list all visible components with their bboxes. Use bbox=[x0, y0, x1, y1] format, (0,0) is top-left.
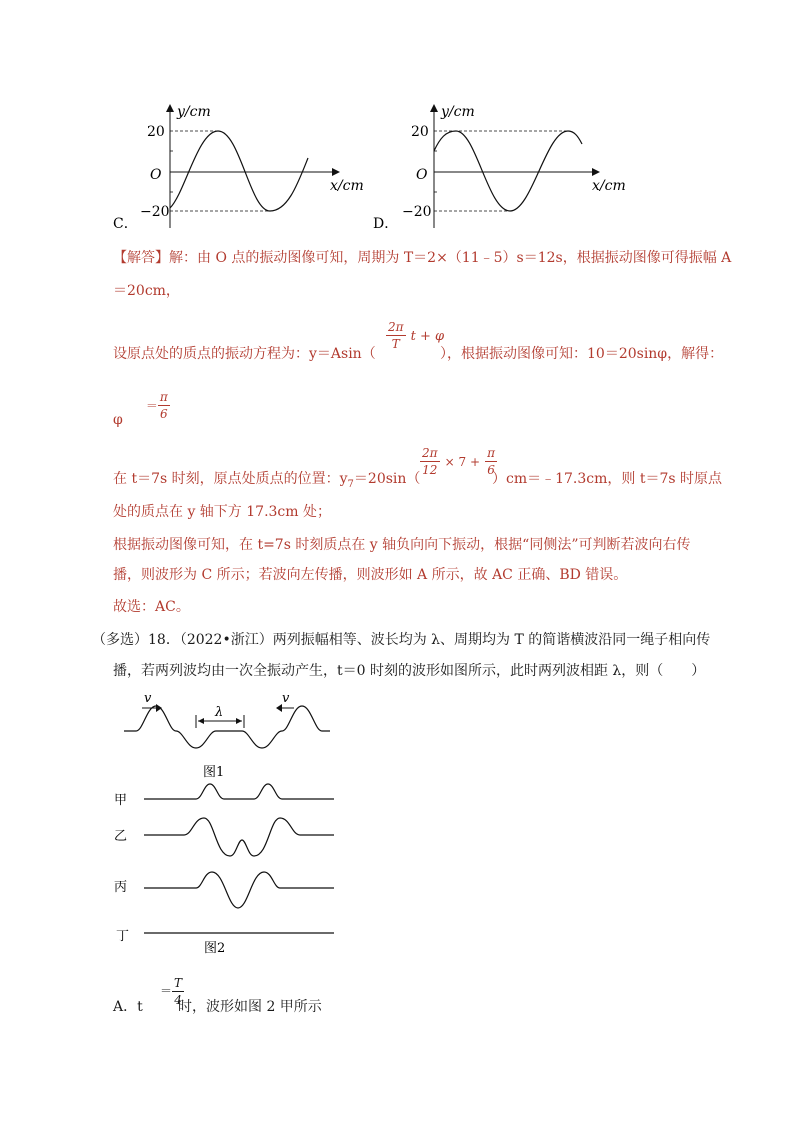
fig2-jia-wave bbox=[144, 784, 334, 799]
line5-times: × 7 + bbox=[444, 455, 480, 469]
question-line-1: （多选）18．（2022•浙江）两列振幅相等、波长均为 λ、周期均为 T 的简谐横波沿同一绳子相向传 bbox=[92, 632, 711, 648]
line5-mid: ＝20sin（ bbox=[353, 471, 421, 487]
question-line-2: 播，若两列波均由一次全振动产生，t＝0 时刻的波形如图所示，此时两列波相距 λ，则（ ） bbox=[113, 663, 706, 679]
graph-c-option-label: C． bbox=[113, 216, 138, 232]
fig1-caption: 图1 bbox=[203, 765, 225, 780]
fig2-label-ding: 丁 bbox=[116, 929, 130, 944]
solution-line-9: 故选：AC。 bbox=[113, 599, 190, 615]
fig2-yi-wave bbox=[144, 818, 334, 856]
solution-line-8: 播，则波形为 C 所示；若波向左传播，则波形如 A 所示，故 AC 正确、BD 错误。 bbox=[113, 567, 628, 583]
graph-c-y-arrow bbox=[166, 104, 174, 112]
option-a-post: 时，波形如图 2 甲所示 bbox=[178, 999, 322, 1015]
line5-frac1-den: 12 bbox=[422, 463, 438, 477]
fig1-lambda-arrow-right bbox=[236, 718, 242, 724]
fig1-v-right: v bbox=[282, 691, 290, 706]
fig2-label-yi: 乙 bbox=[114, 829, 128, 844]
phi-frac-den: 6 bbox=[160, 407, 168, 421]
formula-tail: t + φ bbox=[410, 329, 445, 344]
figure-1 bbox=[118, 688, 338, 783]
solution-line-5-formula bbox=[420, 446, 497, 477]
fig1-lambda: λ bbox=[215, 705, 224, 720]
fig2-label-bing: 丙 bbox=[114, 880, 128, 895]
graph-d-option-label: D． bbox=[373, 216, 399, 232]
formula-frac-den: T bbox=[391, 337, 400, 351]
solution-line-2: ＝20cm， bbox=[113, 283, 180, 299]
phi-symbol: φ bbox=[113, 412, 123, 428]
graph-c-wave bbox=[170, 131, 308, 211]
line5-frac1-num: 2π bbox=[422, 446, 438, 460]
fig1-left-wave bbox=[124, 706, 216, 748]
fig1-lambda-arrow-left bbox=[198, 718, 204, 724]
graph-c-tick-neg: −20 bbox=[140, 204, 170, 220]
solution-line-5-post: ）cm＝﹣17.3cm，则 t＝7s 时原点 bbox=[492, 471, 723, 487]
option-a-frac-num: T bbox=[174, 976, 183, 990]
line5-frac2-den: 6 bbox=[487, 463, 495, 477]
formula-frac-num: 2π bbox=[388, 320, 404, 334]
fig2-bing-wave bbox=[144, 872, 334, 908]
option-a-frac-den: 4 bbox=[174, 993, 182, 1007]
graph-c bbox=[110, 98, 380, 238]
graph-c-y-label: y/cm bbox=[177, 104, 211, 120]
graph-d-x-label: x/cm bbox=[592, 178, 626, 194]
fig1-v-left: v bbox=[144, 691, 152, 706]
fig1-v-left-arrowhead bbox=[156, 704, 162, 712]
graph-d-y-arrow bbox=[430, 104, 438, 112]
graph-c-tick-pos: 20 bbox=[147, 124, 165, 140]
option-a-eq: ＝ bbox=[160, 984, 173, 998]
phi-eq: ＝ bbox=[145, 399, 158, 413]
solution-line-3-formula bbox=[386, 320, 444, 351]
fig2-label-jia: 甲 bbox=[114, 793, 128, 808]
graph-c-origin: O bbox=[150, 167, 162, 183]
solution-line-3-post: ），根据振动图像可知：10＝20sinφ，解得： bbox=[440, 346, 724, 362]
solution-line-7: 根据振动图像可知，在 t=7s 时刻质点在 y 轴负向向下振动，根据“同侧法”可判断若波向右传 bbox=[113, 537, 691, 553]
solution-text-1: 解：由 O 点的振动图像可知，周期为 T＝2×（11﹣5）s＝12s，根据振动图像可得振幅 A bbox=[169, 250, 732, 266]
figure-2 bbox=[112, 778, 352, 958]
graph-d-tick-neg: −20 bbox=[402, 204, 432, 220]
solution-line-6: 处的质点在 y 轴下方 17.3cm 处； bbox=[113, 504, 331, 520]
fig1-right-wave bbox=[216, 706, 330, 748]
solution-line-1 bbox=[113, 251, 731, 265]
graph-d-wave bbox=[434, 131, 582, 211]
graph-d-tick-pos: 20 bbox=[411, 124, 429, 140]
phi-frac-num: π bbox=[159, 390, 168, 404]
line5-frac2-num: π bbox=[487, 446, 495, 460]
graph-c-x-arrow bbox=[332, 168, 340, 176]
graph-d-origin: O bbox=[416, 167, 428, 183]
solution-line-5-pre bbox=[113, 472, 420, 490]
graph-d-y-label: y/cm bbox=[441, 104, 475, 120]
phi-result bbox=[113, 390, 170, 428]
solution-tag: 【解答】 bbox=[113, 250, 169, 266]
graph-d-x-arrow bbox=[592, 168, 600, 176]
line5-pre: 在 t＝7s 时刻，原点处质点的位置：y bbox=[113, 471, 348, 487]
option-a-pre: A．t bbox=[113, 999, 143, 1015]
line5-sub: 7 bbox=[347, 478, 354, 490]
solution-line-3-pre: 设原点处的质点的振动方程为：y＝Asin（ bbox=[113, 346, 376, 362]
graph-c-x-label: x/cm bbox=[330, 178, 364, 194]
fig2-caption: 图2 bbox=[204, 941, 226, 956]
graph-d bbox=[370, 98, 640, 238]
